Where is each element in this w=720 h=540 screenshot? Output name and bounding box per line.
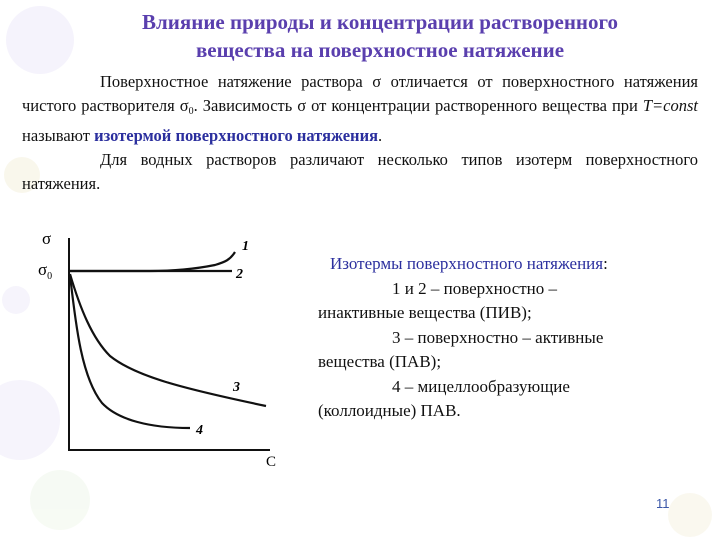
intro-p1-part-c: называют [22,126,90,145]
y-axis-label: σ [42,229,52,248]
title-line-2: вещества на поверхностное натяжение [195,38,565,62]
isotherm-diagram [30,228,290,468]
legend-item-1-b: инактивные вещества (ПИВ); [318,303,532,322]
intro-p2: Для водных растворов различают несколько типов изотерм поверхностного натяжения. [22,150,698,193]
curve-2-label: 2 [236,267,243,282]
page-number: 11 [656,496,670,511]
title-line-1: Влияние природы и концентрации растворенного [141,10,619,34]
x-axis-label: C [266,454,277,468]
legend-heading: Изотермы поверхностного натяжения: [330,254,608,273]
isotherm-legend [318,252,678,424]
legend-item-2-b: вещества (ПАВ); [318,352,442,371]
intro-text [22,70,698,196]
legend-item-3-b: (коллоидные) ПАВ. [318,401,461,420]
intro-p1-part-a: Поверхностное натяжение раствора σ отличается от поверхностного натяжения чистого растворителя σ [22,72,698,115]
curve-4-label: 4 [196,423,203,438]
curve-1 [69,252,235,271]
legend-item-3-a: 4 – мицеллообразующие [392,376,570,396]
legend-item-1-a: 1 и 2 – поверхностно – [392,278,558,298]
intro-sigma0-subscript: 0 [188,106,194,117]
intro-t-const: T=const [642,96,699,115]
intro-p1-end: . [378,126,383,145]
curve-3-label: 3 [233,380,240,395]
y0-axis-label: $\sigma_0$ [38,260,53,282]
legend-item-2-a: 3 – поверхностно – активные [392,327,604,347]
slide-title [70,8,690,64]
curve-4 [70,275,190,428]
intro-p1-part-b: . Зависимость σ от концентрации растворенного вещества при [193,96,638,115]
curve-1-label: 1 [242,239,249,254]
intro-isotherm-term: изотермой поверхностного натяжения [94,126,379,145]
